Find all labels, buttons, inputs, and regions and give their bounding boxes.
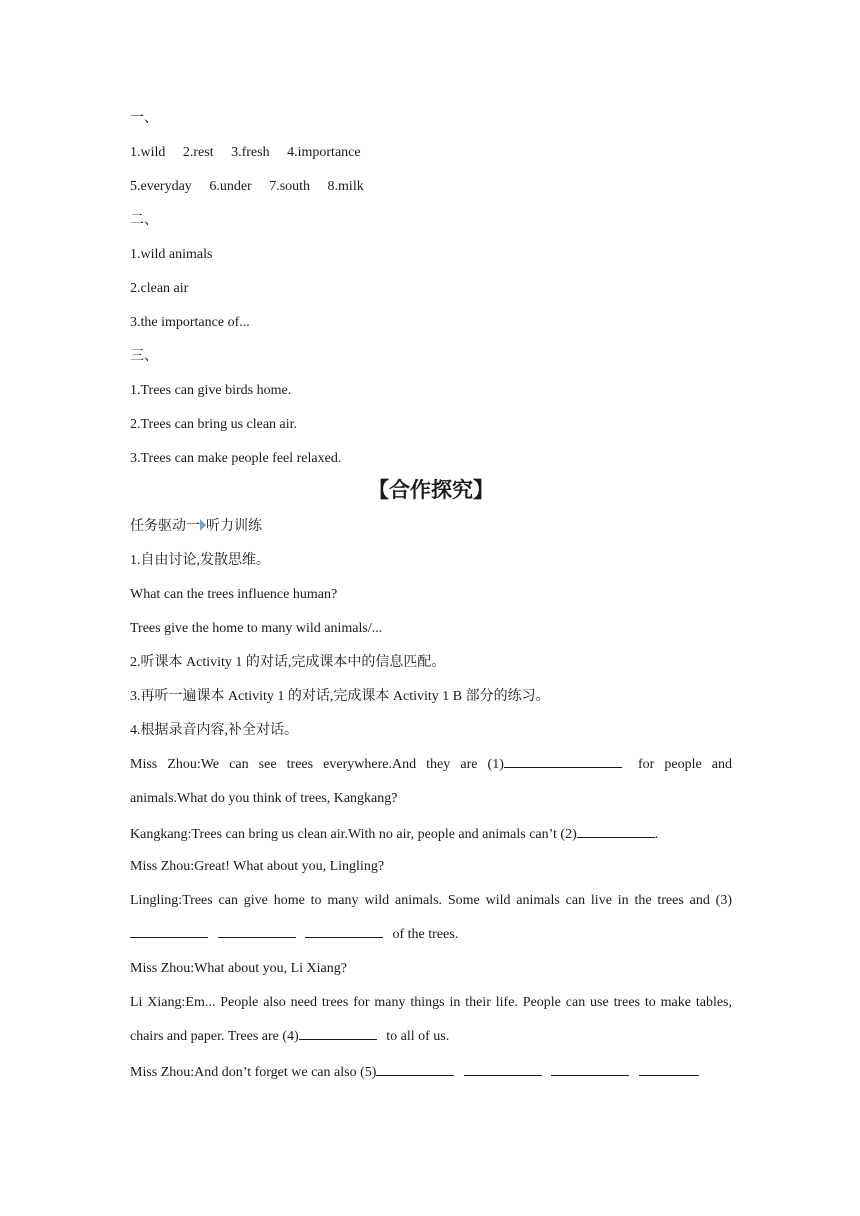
phrase-item: 1.wild animals [130,247,213,262]
answer-blank-3b [218,924,296,938]
section-3-label: 三、 [130,349,158,364]
answer-blank-3c [305,924,383,938]
answer-blank-4 [299,1026,377,1040]
vocab-item: 5.everyday [130,179,192,194]
sentence-item: 2.Trees can bring us clean air. [130,417,298,432]
step-1: 1.自由讨论,发散思维。 [130,553,270,568]
dialog-line-1: Miss Zhou:We can see trees everywhere.And they are (1) for people and animals.What do you think of trees, Kangkang? [130,748,732,816]
vocab-item: 2.rest [182,145,214,160]
phrase-item: 2.clean air [130,281,189,296]
dialog-line-5: Miss Zhou:What about you, Li Xiang? [130,961,347,976]
task-title: 任务驱动一 听力训练 [130,519,262,534]
section-heading: 【合作探究】 [368,478,494,502]
vocab-item: 3.fresh [231,145,270,160]
answer-blank-2 [577,824,655,838]
discussion-question: What can the trees influence human? [130,587,338,602]
answer-blank-5b [464,1062,542,1076]
answer-blank-3a [130,924,208,938]
dialog-line-3: Miss Zhou:Great! What about you, Lingling? [130,859,385,874]
dialog-line-4: Lingling:Trees can give home to many wild animals. Some wild animals can live in the trees and (3) of the trees. [130,893,732,942]
vocab-item: 1.wild [130,145,166,160]
answer-blank-1 [504,754,622,768]
dialog-line-7: Miss Zhou:And don’t forget we can also (5) [130,1062,732,1096]
document-page [130,110,732,1096]
vocab-item: 7.south [269,179,311,194]
section-1-label: 一、 [130,111,158,126]
vocab-row-2 [130,178,732,212]
sentence-item: 3.Trees can make people feel relaxed. [130,451,342,466]
discussion-answer: Trees give the home to many wild animals/... [130,621,383,636]
answer-blank-5a [376,1062,454,1076]
phrase-item: 3.the importance of... [130,315,250,330]
step-4: 4.根据录音内容,补全对话。 [130,723,298,738]
step-2: 2.听课本 Activity 1 的对话,完成课本中的信息匹配。 [130,655,446,670]
step-3: 3.再听一遍课本 Activity 1 的对话,完成课本 Activity 1 B 部分的练习。 [130,689,550,704]
dialog-line-6: Li Xiang:Em... People also need trees for many things in their life. People can use trees to make tables, chairs and paper. Trees are (4) to all of us. [130,995,732,1044]
answer-blank-5d [639,1062,699,1076]
dialog-line-2: Kangkang:Trees can bring us clean air.With no air, people and animals can’t (2) . [130,824,732,858]
vocab-item: 4.importance [287,145,361,160]
section-2-label: 二、 [130,213,158,228]
answer-blank-5c [551,1062,629,1076]
sentence-item: 1.Trees can give birds home. [130,383,292,398]
vocab-item: 8.milk [327,179,364,194]
vocab-item: 6.under [209,179,252,194]
vocab-row-1 [130,144,732,178]
